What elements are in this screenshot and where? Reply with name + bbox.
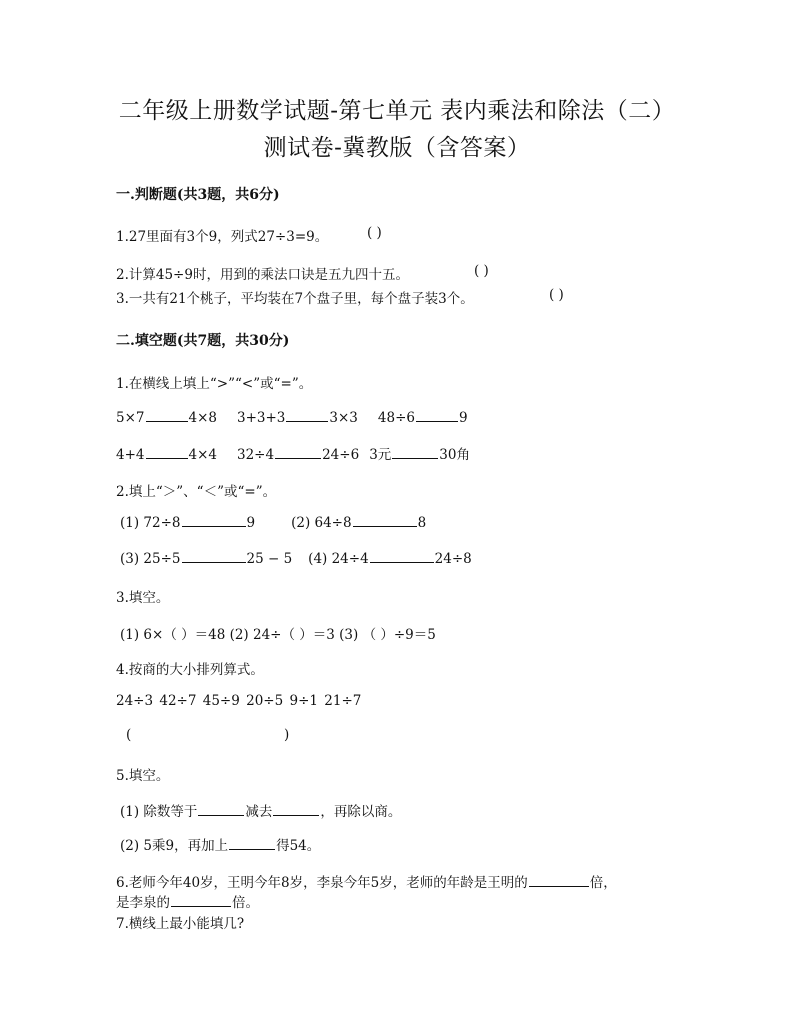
s2-q2-row-1 (120, 514, 426, 531)
expr: 4+4 (116, 447, 145, 463)
expr: (2) 64÷8 (291, 515, 352, 531)
section1-heading: 一.判断题(共3题，共6分) (116, 187, 280, 203)
answer-blank[interactable] (146, 409, 188, 422)
s1-q2-answer-paren[interactable]: ( ) (474, 263, 489, 279)
s2-q2-stem: 2.填上“＞”、“＜”或“=”。 (116, 484, 277, 500)
title-line-2: 测试卷-冀教版（含答案） (263, 135, 531, 161)
expr: 5×7 (116, 410, 145, 426)
expr: 32÷4 (237, 447, 275, 463)
s2-q4-paren-open[interactable]: ( (126, 727, 132, 743)
s2-q4-expressions: 24÷3 42÷7 45÷9 20÷5 9÷1 21÷7 (116, 693, 362, 709)
s2-q2-row-2 (120, 550, 472, 567)
s1-question-1: 1.27里面有3个9，列式27÷3=9。 (116, 229, 329, 245)
s2-q5-row-1 (120, 800, 401, 820)
s2-q6-line-1 (116, 871, 617, 891)
expr: 30角 (439, 447, 470, 463)
answer-blank[interactable] (273, 803, 319, 816)
expr: 3×3 (329, 410, 358, 426)
expr: (3) 25÷5 (120, 551, 181, 567)
s2-q1-row-2 (116, 443, 470, 463)
text: 得54。 (276, 838, 321, 854)
answer-blank[interactable] (529, 874, 589, 887)
s2-q4-stem: 4.按商的大小排列算式。 (116, 662, 264, 678)
s1-q3-answer-paren[interactable]: ( ) (549, 287, 564, 303)
answer-blank[interactable] (146, 446, 188, 459)
text: 倍。 (232, 895, 259, 911)
expr: 24÷6 (322, 447, 360, 463)
answer-blank[interactable] (370, 550, 434, 563)
expr: 24÷8 (434, 551, 472, 567)
text: 是李泉的 (116, 895, 170, 911)
s2-q3-stem: 3.填空。 (116, 590, 170, 606)
title-line-1: 二年级上册数学试题-第七单元 表内乘法和除法（二） (118, 98, 676, 124)
s2-q1-row-1 (116, 409, 468, 426)
answer-blank[interactable] (392, 446, 438, 459)
expr: 48÷6 (377, 410, 415, 426)
answer-blank[interactable] (182, 514, 246, 527)
expr: 3+3+3 (237, 410, 286, 426)
s2-q4-paren-close[interactable]: ) (284, 727, 290, 743)
expr: 8 (417, 515, 427, 531)
answer-blank[interactable] (275, 446, 321, 459)
expr: (1) 72÷8 (120, 515, 181, 531)
s2-q6-line-2 (116, 891, 259, 911)
answer-blank[interactable] (182, 550, 246, 563)
expr: 9 (246, 515, 256, 531)
expr: (4) 24÷4 (308, 551, 369, 567)
s2-q1-stem: 1.在横线上填上“>”“<”或“=”。 (116, 376, 313, 392)
s1-q1-answer-paren[interactable]: ( ) (367, 225, 382, 241)
answer-blank[interactable] (229, 837, 275, 850)
answer-blank[interactable] (353, 514, 417, 527)
expr: 9 (458, 410, 468, 426)
s1-question-3: 3.一共有21个桃子，平均装在7个盘子里，每个盘子装3个。 (116, 291, 474, 307)
answer-blank[interactable] (416, 409, 458, 422)
text: (2) 5乘9，再加上 (120, 838, 229, 854)
expr: 4×8 (188, 410, 217, 426)
s2-q7-stem: 7.横线上最小能填几? (116, 916, 245, 932)
section2-heading: 二.填空题(共7题，共30分) (116, 333, 290, 349)
s2-q3-row: (1) 6×（ ）＝48 (2) 24÷（ ）＝3 (3) （ ）÷9＝5 (120, 627, 436, 643)
s2-q5-row-2 (120, 834, 320, 854)
text: 6.老师今年40岁，王明今年8岁，李泉今年5岁，老师的年龄是王明的 (116, 875, 528, 891)
text: ，再除以商。 (320, 804, 402, 820)
text: 倍， (589, 875, 617, 891)
expr: 3元 (369, 447, 392, 463)
s2-q5-stem: 5.填空。 (116, 768, 170, 784)
expr: 25 − 5 (246, 551, 293, 567)
answer-blank[interactable] (286, 409, 328, 422)
text: (1) 除数等于 (120, 804, 198, 820)
text: 减去 (245, 804, 273, 820)
s1-question-2: 2.计算45÷9时，用到的乘法口诀是五九四十五。 (116, 267, 409, 283)
answer-blank[interactable] (171, 894, 231, 907)
expr: 4×4 (188, 447, 217, 463)
answer-blank[interactable] (198, 803, 244, 816)
